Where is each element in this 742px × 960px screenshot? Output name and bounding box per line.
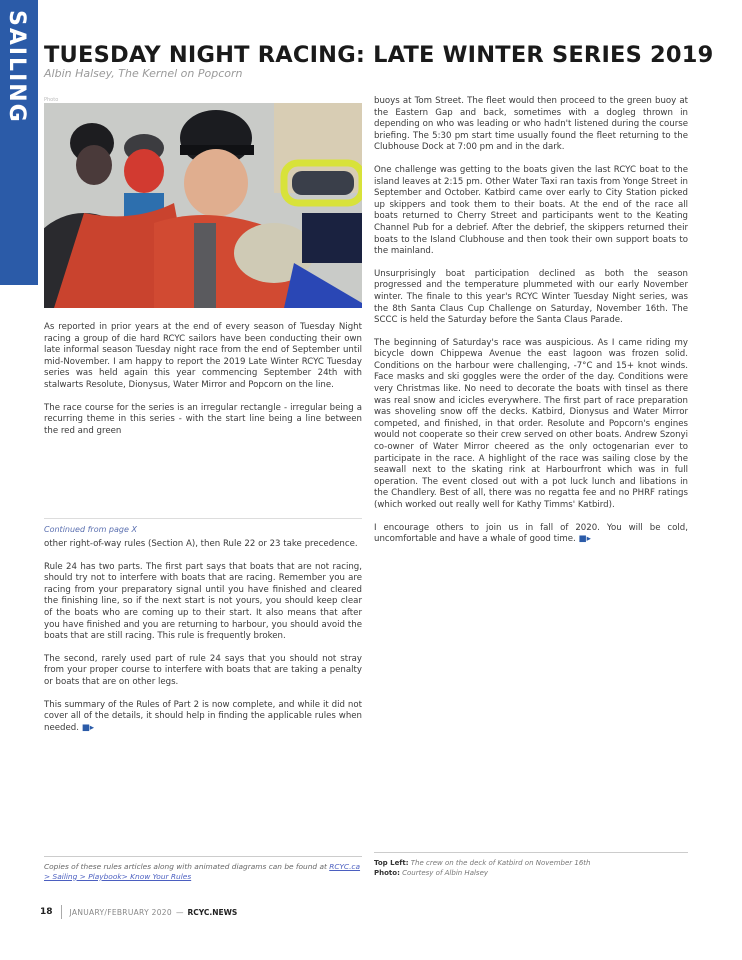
paragraph-text: I encourage others to join us in fall of 2020. You will be cold, uncomfortable and have a whale of good time. (374, 522, 688, 545)
end-mark-icon: ■▸ (81, 722, 95, 733)
continued-from-label: Continued from page X (44, 518, 362, 534)
issue-date: JANUARY/FEBRUARY 2020 (69, 907, 172, 917)
caption-text: The crew on the deck of Katbird on November 16th (410, 859, 591, 867)
rules-column-text (44, 539, 362, 745)
paragraph: One challenge was getting to the boats given the last RCYC boat to the island leaves at 2:15 pm. Other Water Taxi ran taxis from Yonge Street in September and October. Katbird came over early to City Station picked up skippers and took them to their boats. At the end of the race all boats returned to Cherry Street and participants went to the Keating Channel Pub for a debrief. After the debrief, the skippers returned their boats to the Island Clubhouse and then took their own support boats to the mainland. (374, 164, 688, 257)
paragraph: other right-of-way rules (Section A), then Rule 22 or 23 take precedence. (44, 539, 358, 549)
article-photo (44, 103, 362, 308)
footer-separator: — (175, 907, 184, 917)
magazine-name: RCYC.NEWS (187, 907, 238, 917)
photo-credit-label: Photo: (374, 869, 400, 877)
article-byline: Albin Halsey, The Kernel on Popcorn (44, 67, 243, 80)
paragraph: buoys at Tom Street. The fleet would then proceed to the green buoy at the Eastern Gap and back, sometimes with a dogleg thrown in depending on who was leading or who hadn't listened during the course briefing. The 5:30 pm start time usually found the fleet returning to the Clubhouse Dock at 7:00 pm and in the dark. (374, 96, 688, 153)
page-footer (40, 905, 237, 919)
rules-link[interactable]: RCYC.ca > Sailing > Playbook> Know Your Rules (44, 862, 361, 881)
paragraph (374, 523, 688, 546)
photo-label: Photo (44, 97, 59, 103)
photo-credit-text: Courtesy of Albin Halsey (402, 869, 489, 877)
sailors-photo-illustration (44, 103, 362, 308)
rules-note (44, 856, 362, 881)
note-text: Copies of these rules articles along with animated diagrams can be found at (44, 862, 327, 871)
photo-caption (374, 852, 688, 878)
right-column-text (374, 96, 688, 557)
article-title: TUESDAY NIGHT RACING: LATE WINTER SERIES 2019 (44, 42, 714, 68)
paragraph: The beginning of Saturday's race was auspicious. As I came riding my bicycle down Chippewa Avenue the east lagoon was frozen solid. Conditions on the harbour were challenging, -7°C and 15+ knot winds. Face masks and ski goggles were the order of the day. Conditions were very Christmas like. No need to decorate the boats with tinsel as there was real snow and icicles everywhere. The first part of race preparation was shoveling snow off the decks. Katbird, Dionysus and Water Mirror competed, and finished, in that order. Resolute and Popcorn's engines would not cooperate so their crew served on other boats. Andrew Szonyi co-owner of Water Mirror cheered as the only octogenarian ever to participate in the race. A highlight of the race was sailing close by the seawall next to the skating rink at Harbourfront which was in full operation. The event closed out with a pot luck lunch and libations in the Chandlery. Best of all, there was no regatta fee and no PHRF ratings (which worked out really well for Kathy Timms' Katbird). (374, 337, 688, 510)
section-tab-label: SAILING (4, 10, 29, 124)
paragraph-text: This summary of the Rules of Part 2 is now complete, and while it did not cover all of the details, it should help in finding the applicable rules when needed. (44, 699, 362, 733)
footer-divider (61, 905, 62, 919)
page-number: 18 (40, 907, 53, 917)
left-column-text (44, 322, 362, 448)
section-tab (0, 0, 38, 285)
paragraph: The race course for the series is an irregular rectangle - irregular being a recurring theme in this series - with the start line being a line between the red and green (44, 402, 362, 436)
paragraph: Rule 24 has two parts. The first part says that boats that are not racing, should try not to interfere with boats that are racing. Remember you are racing from your preparatory signal until you have finished and cleared the finishing line, so if the next start is not yours, you should keep clear of the boats who are coming up to their start. It also means that after you have finished and you are returning to harbour, you should avoid the boats that are still racing. This rule is frequently broken. (44, 561, 362, 642)
caption-label: Top Left: (374, 859, 409, 867)
paragraph: As reported in prior years at the end of every season of Tuesday Night racing a group of die hard RCYC sailors have been conducting their own late informal season Tuesday night race from the end of September until mid-November. I am happy to report the 2019 Late Winter RCYC Tuesday series was held again this year commencing September 24th with stalwarts Resolute, Dionysus, Water Mirror and Popcorn on the line. (44, 322, 362, 390)
paragraph: Unsurprisingly boat participation declined as both the season progressed and the temperature plummeted with our early November winter. The finale to this year's RCYC Winter Tuesday Night series, was the 8th Santa Claus Cup Challenge on Saturday, November 16th. The SCCC is held the Saturday before the Santa Claus Parade. (374, 268, 688, 326)
paragraph (44, 700, 362, 735)
paragraph: The second, rarely used part of rule 24 says that you should not stray from your proper course to interfere with boats that are taking a penalty or boats that are on other legs. (44, 653, 362, 687)
end-mark-icon: ■▸ (578, 534, 591, 545)
